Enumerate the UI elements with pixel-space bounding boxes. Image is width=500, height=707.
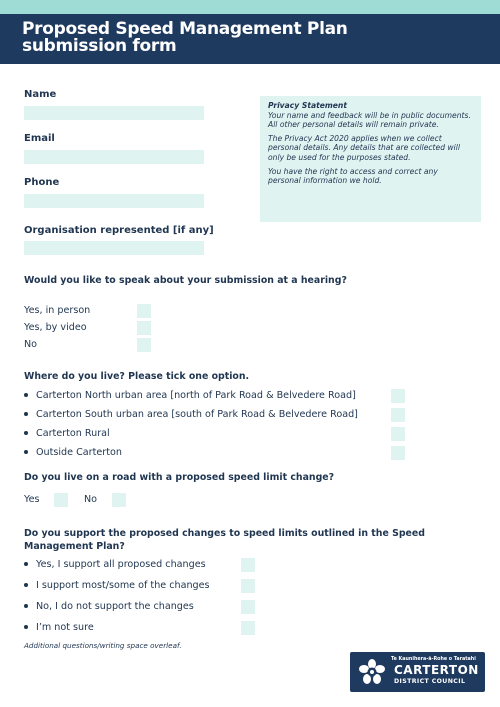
support-unsure-checkbox[interactable] [241, 621, 255, 635]
residence-option-outside-label: Outside Carterton [36, 447, 122, 458]
hearing-in-person-checkbox[interactable] [137, 304, 151, 318]
support-option-none-label: No, I do not support the changes [36, 601, 194, 612]
organisation-label: Organisation represented [if any] [24, 225, 214, 236]
support-option-unsure-label: I’m not sure [36, 622, 94, 633]
bullet-dot [24, 625, 28, 629]
name-label: Name [24, 89, 57, 100]
hearing-option-no: No [24, 339, 38, 350]
residence-south-checkbox[interactable] [391, 408, 405, 422]
residence-option-south-label: Carterton South urban area [south of Park Road & Belvedere Road] [36, 409, 358, 420]
road-yes-checkbox[interactable] [54, 493, 68, 507]
hearing-no-checkbox[interactable] [137, 338, 151, 352]
hearing-option-in-person: Yes, in person [24, 305, 91, 316]
phone-label: Phone [24, 177, 60, 188]
email-field[interactable] [24, 150, 204, 164]
bullet-dot [24, 431, 28, 435]
overleaf-note: Additional questions/writing space overleaf. [24, 641, 182, 650]
page-title: Proposed Speed Management Plan submission form [22, 19, 348, 56]
residence-question: Where do you live? Please tick one option. [24, 371, 250, 382]
carterton-council-logo [350, 652, 485, 692]
bullet-dot [24, 412, 28, 416]
support-option-all [24, 559, 206, 570]
support-option-none [24, 601, 194, 612]
bullet-dot [24, 393, 28, 397]
residence-north-checkbox[interactable] [391, 389, 405, 403]
logo-kicker: Te Kaunihera-ā-Rohe o Taratahi [391, 657, 476, 662]
road-yes-label: Yes [24, 494, 40, 505]
bullet-dot [24, 450, 28, 454]
flower-emblem-icon [358, 658, 386, 686]
support-question: Do you support the proposed changes to speed limits outlined in the Speed Management Plan? [24, 528, 425, 552]
privacy-paragraph-1: Your name and feedback will be in public documents. All other personal details will remain private. [268, 110, 471, 130]
residence-option-rural [24, 428, 110, 439]
support-some-checkbox[interactable] [241, 579, 255, 593]
hearing-video-checkbox[interactable] [137, 321, 151, 335]
support-option-unsure [24, 622, 94, 633]
support-option-some [24, 580, 210, 591]
top-accent-stripe [0, 0, 500, 14]
organisation-field[interactable] [24, 241, 204, 255]
road-question: Do you live on a road with a proposed speed limit change? [24, 472, 335, 483]
residence-option-south [24, 409, 358, 420]
privacy-title: Privacy Statement [268, 101, 347, 110]
bullet-dot [24, 583, 28, 587]
phone-field[interactable] [24, 194, 204, 208]
residence-option-north [24, 390, 356, 401]
support-none-checkbox[interactable] [241, 600, 255, 614]
residence-outside-checkbox[interactable] [391, 446, 405, 460]
support-option-all-label: Yes, I support all proposed changes [36, 559, 206, 570]
road-no-label: No [84, 494, 98, 505]
page-header [0, 14, 500, 64]
residence-rural-checkbox[interactable] [391, 427, 405, 441]
logo-subtitle: DISTRICT COUNCIL [394, 678, 466, 685]
hearing-option-video: Yes, by video [24, 322, 87, 333]
hearing-question: Would you like to speak about your submission at a hearing? [24, 275, 347, 286]
residence-option-outside [24, 447, 122, 458]
logo-brand: CARTERTON [394, 663, 479, 677]
residence-option-north-label: Carterton North urban area [north of Park Road & Belvedere Road] [36, 390, 356, 401]
email-label: Email [24, 133, 55, 144]
bullet-dot [24, 604, 28, 608]
privacy-paragraph-2: The Privacy Act 2020 applies when we collect personal details. Any details that are collected will only be used for the purposes stated. [268, 133, 460, 162]
bullet-dot [24, 562, 28, 566]
support-option-some-label: I support most/some of the changes [36, 580, 210, 591]
privacy-paragraph-3: You have the right to access and correct any personal information we hold. [268, 166, 438, 186]
residence-option-rural-label: Carterton Rural [36, 428, 110, 439]
name-field[interactable] [24, 106, 204, 120]
road-no-checkbox[interactable] [112, 493, 126, 507]
privacy-statement [260, 96, 481, 222]
support-all-checkbox[interactable] [241, 558, 255, 572]
